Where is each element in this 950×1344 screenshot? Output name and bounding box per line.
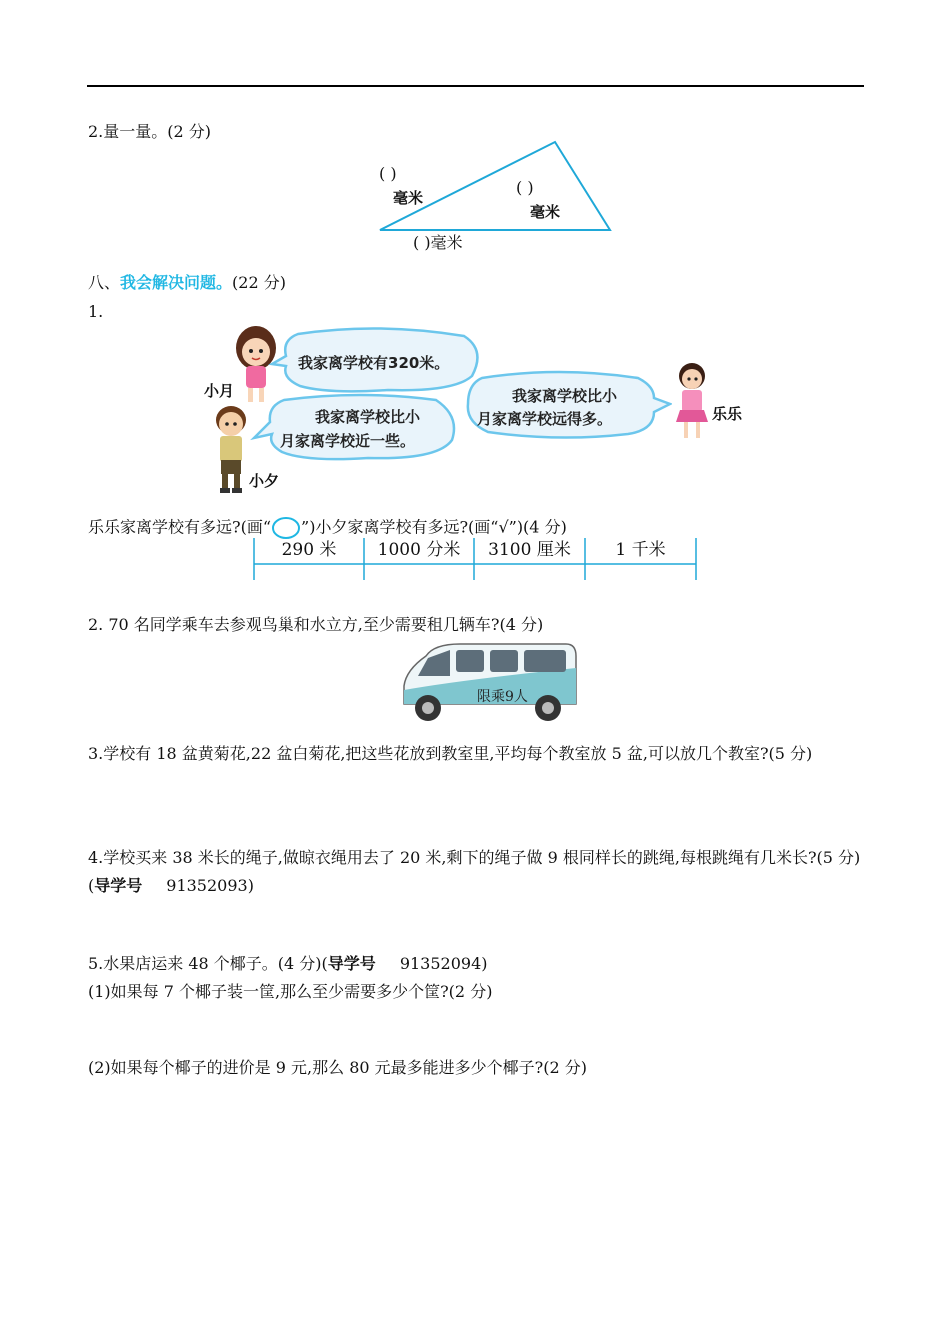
- section-prefix: 八、: [88, 273, 121, 292]
- triangle-right-unit: 毫米: [530, 203, 561, 221]
- p4-ref-open: (: [88, 876, 95, 895]
- triangle-left-unit: 毫米: [393, 189, 424, 207]
- p2-text: 2. 70 名同学乘车去参观鸟巢和水立方,至少需要租几辆车?(4 分): [88, 615, 544, 634]
- section-title: 我会解决问题。: [120, 273, 233, 292]
- option-cell[interactable]: 1 千米: [615, 540, 666, 560]
- header-rule: [87, 85, 864, 87]
- bus-label: 限乘9人: [477, 689, 528, 705]
- p1-question-part-a: 乐乐家离学校有多远?(画“: [88, 517, 272, 537]
- triangle-shape: [380, 142, 610, 230]
- triangle-right-blank: ( ): [516, 178, 534, 197]
- bubble-lele-line2: 月家离学校远得多。: [477, 410, 613, 428]
- bubble-xiaoxi-line2: 月家离学校近一些。: [280, 432, 416, 450]
- bubble-xiaoyue-text: 我家离学校有320米。: [298, 354, 450, 372]
- p4-ref-label: 导学号: [94, 876, 143, 895]
- triangle-left-blank: ( ): [379, 164, 397, 183]
- xiaoxi-name: 小夕: [249, 472, 280, 490]
- lele-name: 乐乐: [712, 405, 743, 423]
- p5-heading: [88, 954, 488, 974]
- p5-ref-label: 导学号: [327, 954, 376, 973]
- bubble-lele-line1: 我家离学校比小: [512, 387, 618, 405]
- option-cell[interactable]: 290 米: [281, 540, 337, 560]
- xiaoyue-name: 小月: [204, 382, 235, 400]
- p1-number: 1.: [88, 302, 104, 321]
- p3-text: 3.学校有 18 盆黄菊花,22 盆白菊花,把这些花放到教室里,平均每个教室放 5 盆,可以放几个教室?(5 分): [88, 744, 813, 763]
- p5-sub1: (1)如果每 7 个椰子装一筐,那么至少需要多少个筐?(2 分): [88, 982, 493, 1001]
- q2-title: 2.量一量。(2 分): [88, 122, 212, 141]
- lele-girl-illustration: [670, 360, 716, 446]
- p4-text: 4.学校买来 38 米长的绳子,做晾衣绳用去了 20 米,剩下的绳子做 9 根同样长的跳绳,每根跳绳有几米长?(5 分): [88, 848, 861, 867]
- section-score: (22 分): [232, 273, 286, 292]
- p1-question-part-b: ”)小夕家离学校有多远?(画“√”)(4 分): [301, 517, 567, 537]
- triangle-bottom-label: ( )毫米: [413, 233, 463, 252]
- p5-sub2: (2)如果每个椰子的进价是 9 元,那么 80 元最多能进多少个椰子?(2 分): [88, 1058, 587, 1077]
- p5-text: 5.水果店运来 48 个椰子。(4 分)(: [88, 954, 328, 973]
- p5-ref-number: 91352094): [399, 954, 488, 973]
- triangle-figure: [370, 135, 620, 235]
- bubble-xiaoxi-line1: 我家离学校比小: [315, 408, 421, 426]
- option-cell[interactable]: 3100 厘米: [488, 540, 571, 560]
- section-heading: [88, 273, 286, 293]
- minibus-illustration: [400, 640, 580, 724]
- option-cell[interactable]: 1000 分米: [377, 540, 461, 560]
- p4-ref: [88, 876, 254, 896]
- p4-ref-number: 91352093): [166, 876, 254, 895]
